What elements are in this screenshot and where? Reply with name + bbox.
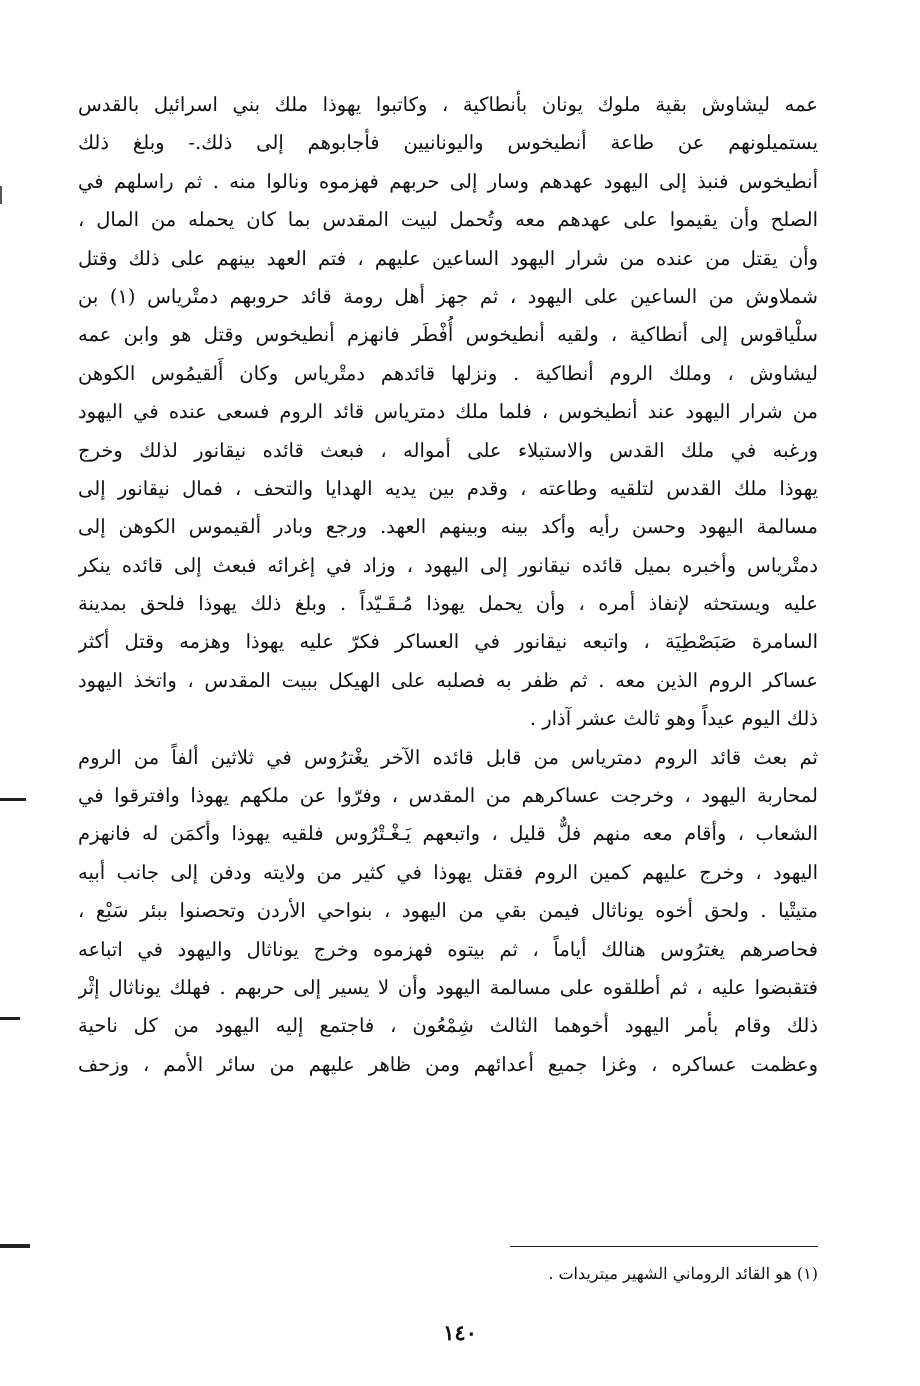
footnote: (١) هو القائد الروماني الشهير ميتريدات .: [548, 1264, 818, 1283]
text-line: ذلك وقام بأمر اليهود أخوهما الثالث شِمْعُون ، فاجتمع إليه اليهود من كل ناحية: [78, 1014, 818, 1038]
scan-edge-mark: [0, 1017, 20, 1020]
body-text: [78, 86, 818, 1084]
text-line: ذلك اليوم عيداً وهو ثالث عشر آذار .: [529, 707, 818, 731]
text-line: عليه ويستحثه لإنفاذ أمره ، وأن يحمل يهوذا مُـقَـيّداً . وبلغ ذلك يهوذا فلحق بمدينة: [78, 592, 818, 616]
scan-edge-mark: [0, 1244, 30, 1248]
text-line: ثم بعث قائد الروم دمترياس من قابل قائده الآخر يغْترُوس في ثلاثين ألفاً من الروم: [78, 745, 818, 769]
paragraph-2: [78, 739, 818, 1085]
text-line: من شرار اليهود عند أنطيخوس ، فلما ملك دمترياس قائد الروم فسعى عنده في اليهود: [78, 400, 818, 424]
footnote-divider: [510, 1246, 818, 1247]
text-line: فتقبضوا عليه ، ثم أطلقوه على مسالمة اليهود وأن لا يسير إلى حربهم . فهلك يوناثال إثْر: [78, 975, 818, 999]
text-line: شملاوش من الساعين على اليهود ، ثم جهز أهل رومة قائد حروبهم دمتْرياس (١) بن: [78, 284, 818, 308]
text-line: عمه ليشاوش بقية ملوك يونان بأنطاكية ، وكاتبوا يهوذا ملك بني اسرائيل بالقدس: [78, 93, 818, 116]
text-line: ليشاوش ، وملك الروم أنطاكية . ونزلها قائدهم دمتْرياس وكان أَلقيمُوس الكوهن: [78, 361, 818, 385]
text-line: اليهود ، وخرج عليهم كمين الروم فقتل يهوذا في كثير من ولايته ودفن إلى جانب أبيه: [78, 860, 818, 884]
text-line: الشعاب ، وأقام معه منهم فلٌّ قليل ، واتبعهم يَـغْـتْرُوس فلقيه يهوذا وأكمَن له فانهزم: [78, 822, 818, 846]
scan-edge-mark: [0, 186, 2, 204]
text-line: ورغبه في ملك القدس والاستيلاء على أمواله ، فبعث قائده نيقانور لذلك وخرج: [78, 438, 818, 462]
text-line: لمحاربة اليهود ، وخرجت عساكرهم من المقدس ، وفرّوا عن ملكهم يهوذا وافترقوا في: [78, 784, 818, 808]
text-line: وأن يقتل من عنده من شرار اليهود الساعين عليهم ، فتم العهد بينهم على ذلك وقتل: [78, 246, 818, 270]
text-line: مسالمة اليهود وحسن رأيه وأكد بينه وبينهم العهد. ورجع وبادر ألقيموس الكوهن إلى: [78, 515, 818, 539]
text-line: السامرة صَبَصْطِيَة ، واتبعه نيقانور في العساكر فكرّ عليه يهوذا وهزمه وقتل أكثر: [78, 630, 818, 654]
text-line: وعظمت عساكره ، وغزا جميع أعدائهم ومن ظاهر عليهم من سائر الأمم ، وزحف: [78, 1052, 818, 1076]
text-line: عساكر الروم الذين معه . ثم ظفر به فصلبه على الهيكل ببيت المقدس ، واتخذ اليهود: [78, 668, 818, 692]
text-line: يستميلونهم عن طاعة أنطيخوس واليونانيين فأجابوهم إلى ذلك.- وبلغ ذلك: [78, 131, 818, 155]
text-line: فحاصرهم يغترُوس هنالك أياماً ، ثم بيتوه فهزموه وخرج يوناثال واليهود في اتباعه: [78, 937, 818, 961]
text-line: يهوذا ملك القدس لتلقيه وطاعته ، وقدم بين يديه الهدايا والتحف ، فمال نيقانور إلى: [78, 476, 818, 500]
paragraph-1: [78, 86, 818, 739]
text-line: أنطيخوس فنبذ إلى اليهود عهدهم وسار إلى حربهم فهزموه ونالوا منه . ثم راسلهم في: [78, 169, 818, 193]
page-number: ١٤٠: [443, 1320, 477, 1345]
text-line: الصلح وأن يقيموا على عهدهم معه وتُحمل لبيت المقدس بما كان يحمله من المال ،: [78, 208, 818, 232]
scan-edge-mark: [0, 798, 26, 801]
text-line: دمتْرياس وأخبره بميل قائده نيقانور إلى اليهود ، وزاد في إغرائه فبعث إلى قائده ينكر: [78, 553, 818, 577]
text-line: متيتْيا . ولحق أخوه يوناثال فيمن بقي من اليهود ، بنواحي الأردن وتحصنوا ببئر سَبْع ،: [78, 899, 818, 923]
text-line: سلْياقوس إلى أنطاكية ، ولقيه أنطيخوس أُفْطَر فانهزم أنطيخوس وقتل هو وابن عمه: [78, 323, 818, 347]
